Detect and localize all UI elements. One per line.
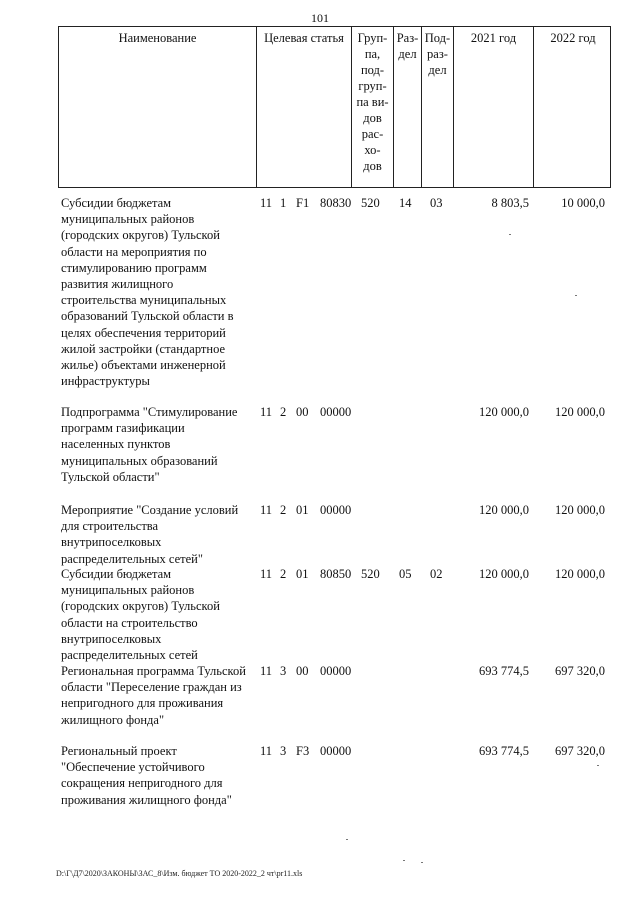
row-name: Региональная программа Тульской области "Переселение граждан из непригодного для проживания жилищного фонда" — [61, 664, 246, 727]
target-part-3: F3 — [296, 744, 310, 758]
scan-speck — [597, 765, 599, 766]
scan-speck — [403, 860, 405, 861]
row-name: Подпрограмма "Стимулирование программ газификации населенных пунктов муниципальных образований Тульской области" — [61, 405, 238, 484]
target-part-1: 11 — [260, 503, 273, 517]
row-name: Субсидии бюджетам муниципальных районов (городских округов) Тульской области на мероприятия по стимулированию программ развития жилищного строительства муниципальных образований Тульской области в целях обеспечения территорий жилой застройки (стандартное жилье) объектами инженерной инфраструктуры — [61, 196, 234, 389]
amount-2022: 120 000,0 — [555, 503, 605, 517]
header-name: Наименование — [59, 27, 257, 187]
row-name: Региональный проект "Обеспечение устойчивого сокращения непригодного для проживания жилищного фонда" — [61, 744, 232, 807]
target-part-3: 01 — [296, 567, 309, 581]
table-header — [58, 26, 611, 188]
section-code: 05 — [399, 567, 412, 581]
target-part-1: 11 — [260, 567, 273, 581]
header-2021: 2021 год — [454, 27, 534, 187]
target-part-4: 80850 — [320, 567, 352, 581]
target-part-3: 00 — [296, 664, 309, 678]
header-section: Раз- дел — [394, 27, 422, 187]
amount-2022: 120 000,0 — [555, 405, 605, 419]
target-part-1: 11 — [260, 664, 273, 678]
target-part-1: 11 — [260, 744, 273, 758]
target-part-2: 3 — [280, 664, 287, 678]
file-path-footer: D:\Г\Д7\2020\ЗАКОНЫ\ЗАС_8\Изм. бюджет ТО 2020-2022_2 чт\pr11.xls — [56, 869, 303, 878]
group-code: 520 — [361, 567, 380, 581]
target-part-4: 00000 — [320, 405, 352, 419]
subsection-code: 03 — [430, 196, 443, 210]
row-name: Субсидии бюджетам муниципальных районов (городских округов) Тульской области на строительство внутрипоселковых распределительных сетей — [61, 567, 220, 663]
target-part-4: 80830 — [320, 196, 352, 210]
target-part-3: 00 — [296, 405, 309, 419]
target-part-2: 2 — [280, 405, 287, 419]
target-part-4: 00000 — [320, 664, 352, 678]
amount-2022: 120 000,0 — [555, 567, 605, 581]
target-part-3: F1 — [296, 196, 310, 210]
target-part-4: 00000 — [320, 503, 352, 517]
target-part-2: 1 — [280, 196, 287, 210]
amount-2021: 693 774,5 — [479, 664, 529, 678]
target-part-2: 3 — [280, 744, 287, 758]
amount-2021: 120 000,0 — [479, 567, 529, 581]
scan-speck — [421, 862, 423, 863]
target-part-2: 2 — [280, 503, 287, 517]
header-subsection: Под- раз- дел — [422, 27, 454, 187]
target-part-3: 01 — [296, 503, 309, 517]
scan-speck — [346, 839, 348, 840]
amount-2022: 10 000,0 — [561, 196, 605, 210]
amount-2022: 697 320,0 — [555, 744, 605, 758]
row-name: Мероприятие "Создание условий для строительства внутрипоселковых распределительных сетей" — [61, 503, 239, 566]
amount-2021: 8 803,5 — [491, 196, 529, 210]
header-2022: 2022 год — [550, 31, 596, 45]
scan-speck — [575, 295, 577, 296]
target-part-2: 2 — [280, 567, 287, 581]
target-part-1: 11 — [260, 405, 273, 419]
header-group: Груп- па, под- груп- па ви- дов рас- хо- дов — [352, 27, 394, 187]
group-code: 520 — [361, 196, 380, 210]
section-code: 14 — [399, 196, 412, 210]
page-number: 101 — [311, 11, 329, 25]
amount-2021: 693 774,5 — [479, 744, 529, 758]
header-target: Целевая статья — [257, 27, 352, 187]
amount-2021: 120 000,0 — [479, 405, 529, 419]
amount-2022: 697 320,0 — [555, 664, 605, 678]
scan-speck — [509, 234, 511, 235]
subsection-code: 02 — [430, 567, 443, 581]
amount-2021: 120 000,0 — [479, 503, 529, 517]
target-part-1: 11 — [260, 196, 273, 210]
target-part-4: 00000 — [320, 744, 352, 758]
